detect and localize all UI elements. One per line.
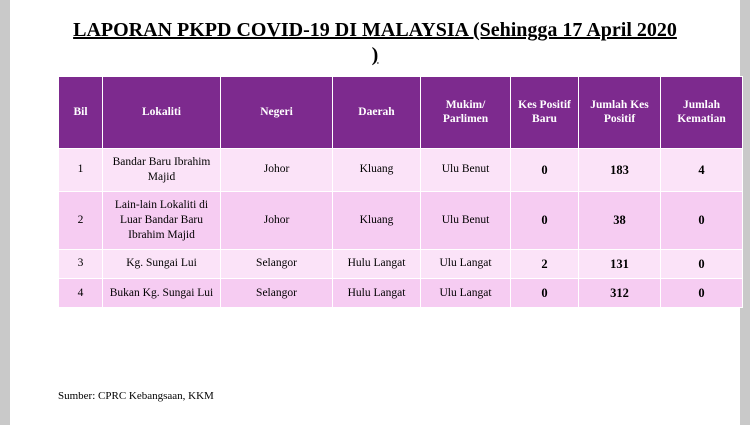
cell-mukim: Ulu Benut bbox=[421, 149, 511, 192]
cell-lokaliti: Kg. Sungai Lui bbox=[103, 249, 221, 278]
cell-kes-positif-baru: 0 bbox=[511, 191, 579, 249]
cell-bil: 3 bbox=[59, 249, 103, 278]
cell-jumlah-kes-positif: 312 bbox=[579, 278, 661, 307]
cell-negeri: Selangor bbox=[221, 278, 333, 307]
cell-mukim: Ulu Langat bbox=[421, 278, 511, 307]
cell-negeri: Selangor bbox=[221, 249, 333, 278]
cell-jumlah-kematian: 0 bbox=[661, 249, 743, 278]
column-header-lokaliti: Lokaliti bbox=[103, 77, 221, 149]
cell-lokaliti: Lain-lain Lokaliti di Luar Bandar Baru Ibrahim Majid bbox=[103, 191, 221, 249]
cell-daerah: Kluang bbox=[333, 149, 421, 192]
cell-kes-positif-baru: 0 bbox=[511, 149, 579, 192]
column-header-kes-positif-baru: Kes Positif Baru bbox=[511, 77, 579, 149]
column-header-jumlah-kematian: Jumlah Kematian bbox=[661, 77, 743, 149]
cell-jumlah-kematian: 0 bbox=[661, 278, 743, 307]
slide bbox=[10, 0, 740, 425]
page-title: LAPORAN PKPD COVID-19 DI MALAYSIA (Sehingga 17 April 2020 ) bbox=[73, 19, 677, 66]
cell-lokaliti: Bukan Kg. Sungai Lui bbox=[103, 278, 221, 307]
cell-jumlah-kes-positif: 38 bbox=[579, 191, 661, 249]
column-header-mukim-parlimen: Mukim/ Parlimen bbox=[421, 77, 511, 149]
column-header-jumlah-kes-positif: Jumlah Kes Positif bbox=[579, 77, 661, 149]
table-row bbox=[59, 278, 743, 307]
cell-kes-positif-baru: 0 bbox=[511, 278, 579, 307]
cell-bil: 2 bbox=[59, 191, 103, 249]
source-note: Sumber: CPRC Kebangsaan, KKM bbox=[58, 390, 214, 402]
column-header-daerah: Daerah bbox=[333, 77, 421, 149]
table-row bbox=[59, 149, 743, 192]
table-row bbox=[59, 191, 743, 249]
cell-jumlah-kematian: 4 bbox=[661, 149, 743, 192]
report-table bbox=[58, 76, 743, 308]
table-header-row bbox=[59, 77, 743, 149]
column-header-negeri: Negeri bbox=[221, 77, 333, 149]
table-row bbox=[59, 249, 743, 278]
cell-bil: 4 bbox=[59, 278, 103, 307]
report-table-container bbox=[58, 76, 726, 308]
cell-daerah: Hulu Langat bbox=[333, 249, 421, 278]
cell-daerah: Kluang bbox=[333, 191, 421, 249]
cell-kes-positif-baru: 2 bbox=[511, 249, 579, 278]
cell-negeri: Johor bbox=[221, 149, 333, 192]
cell-jumlah-kematian: 0 bbox=[661, 191, 743, 249]
cell-lokaliti: Bandar Baru Ibrahim Majid bbox=[103, 149, 221, 192]
cell-mukim: Ulu Langat bbox=[421, 249, 511, 278]
cell-mukim: Ulu Benut bbox=[421, 191, 511, 249]
column-header-bil: Bil bbox=[59, 77, 103, 149]
cell-jumlah-kes-positif: 183 bbox=[579, 149, 661, 192]
cell-jumlah-kes-positif: 131 bbox=[579, 249, 661, 278]
cell-bil: 1 bbox=[59, 149, 103, 192]
cell-daerah: Hulu Langat bbox=[333, 278, 421, 307]
cell-negeri: Johor bbox=[221, 191, 333, 249]
